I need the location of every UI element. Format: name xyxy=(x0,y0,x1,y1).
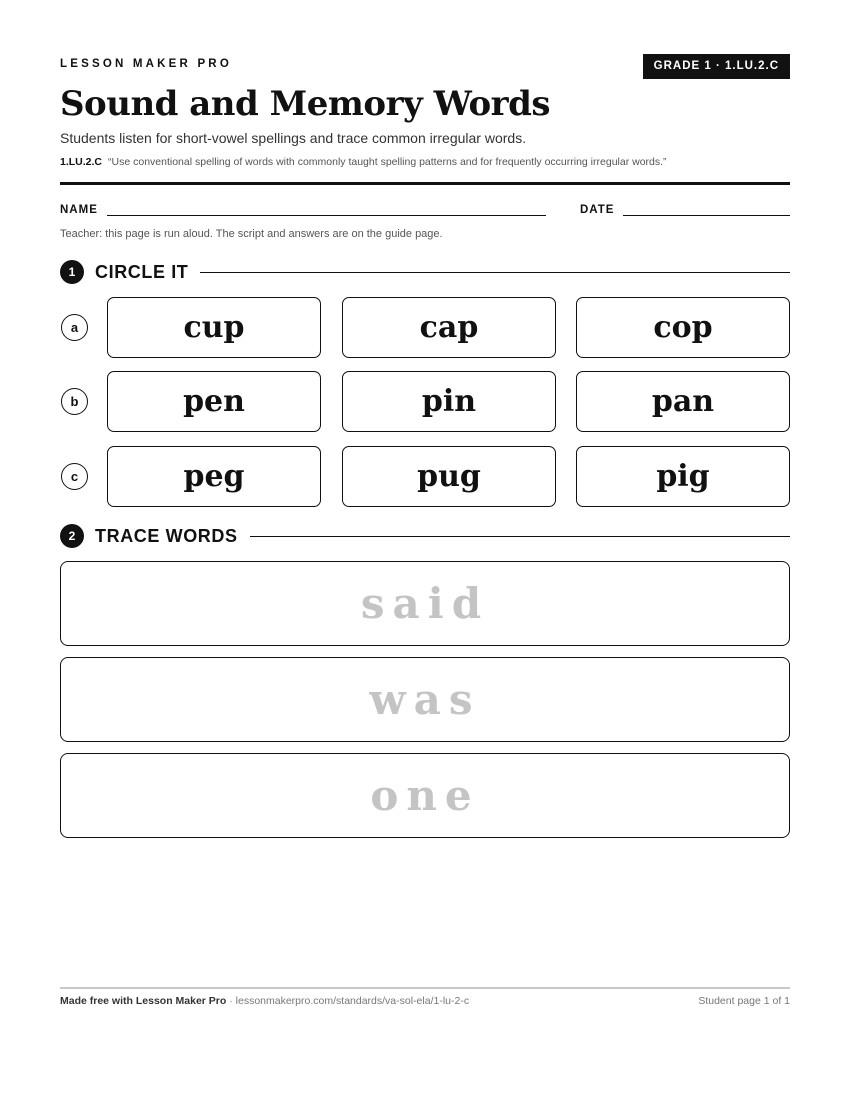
teacher-note: Teacher: this page is run aloud. The script and answers are on the guide page. xyxy=(60,228,443,240)
section-title: TRACE WORDS xyxy=(95,525,238,546)
footer-made-with: Made free with Lesson Maker Pro xyxy=(60,995,227,1007)
word-choice[interactable]: cup xyxy=(107,297,321,358)
word-choice[interactable]: pan xyxy=(576,371,790,432)
section-number-badge: 1 xyxy=(60,260,84,284)
word-choice[interactable]: cap xyxy=(342,297,556,358)
date-label: DATE xyxy=(580,204,615,216)
word-choice[interactable]: pin xyxy=(342,371,556,432)
trace-word: was xyxy=(369,675,481,724)
trace-word: said xyxy=(360,579,490,628)
footer-credit xyxy=(60,995,469,1007)
brand-name: LESSON MAKER PRO xyxy=(60,58,232,70)
name-label: NAME xyxy=(60,204,98,216)
row-label-a: a xyxy=(61,314,88,341)
word-choice[interactable]: pug xyxy=(342,446,556,507)
section-title: CIRCLE IT xyxy=(95,261,189,282)
header-divider xyxy=(60,182,790,185)
footer-url-link[interactable]: lessonmakerpro.com/standards/va-sol-ela/1-lu-2-c xyxy=(235,995,470,1007)
trace-box-said[interactable] xyxy=(60,561,790,646)
date-field[interactable] xyxy=(623,215,790,216)
footer-divider xyxy=(60,987,790,989)
word-choice[interactable]: cop xyxy=(576,297,790,358)
footer-page-number: Student page 1 of 1 xyxy=(698,995,790,1007)
page-title: Sound and Memory Words xyxy=(60,84,550,124)
trace-box-one[interactable] xyxy=(60,753,790,838)
section-divider xyxy=(200,272,790,273)
footer-separator: · xyxy=(226,995,236,1007)
standard-code: 1.LU.2.C xyxy=(60,156,103,168)
word-choice[interactable]: peg xyxy=(107,446,321,507)
row-label-b: b xyxy=(61,388,88,415)
section-circle-it-header xyxy=(60,260,790,284)
trace-word: one xyxy=(370,771,480,820)
word-choice[interactable]: pig xyxy=(576,446,790,507)
grade-badge: GRADE 1 · 1.LU.2.C xyxy=(643,54,790,79)
standard-text: “Use conventional spelling of words with commonly taught spelling patterns and for frequently occurring irregular words.” xyxy=(108,156,667,168)
name-field[interactable] xyxy=(107,215,546,216)
row-label-c: c xyxy=(61,463,88,490)
section-number-badge: 2 xyxy=(60,524,84,548)
section-trace-words-header xyxy=(60,524,790,548)
standard-line xyxy=(60,156,667,168)
word-choice[interactable]: pen xyxy=(107,371,321,432)
section-divider xyxy=(250,536,790,537)
trace-box-was[interactable] xyxy=(60,657,790,742)
page-subtitle: Students listen for short-vowel spellings and trace common irregular words. xyxy=(60,130,527,146)
